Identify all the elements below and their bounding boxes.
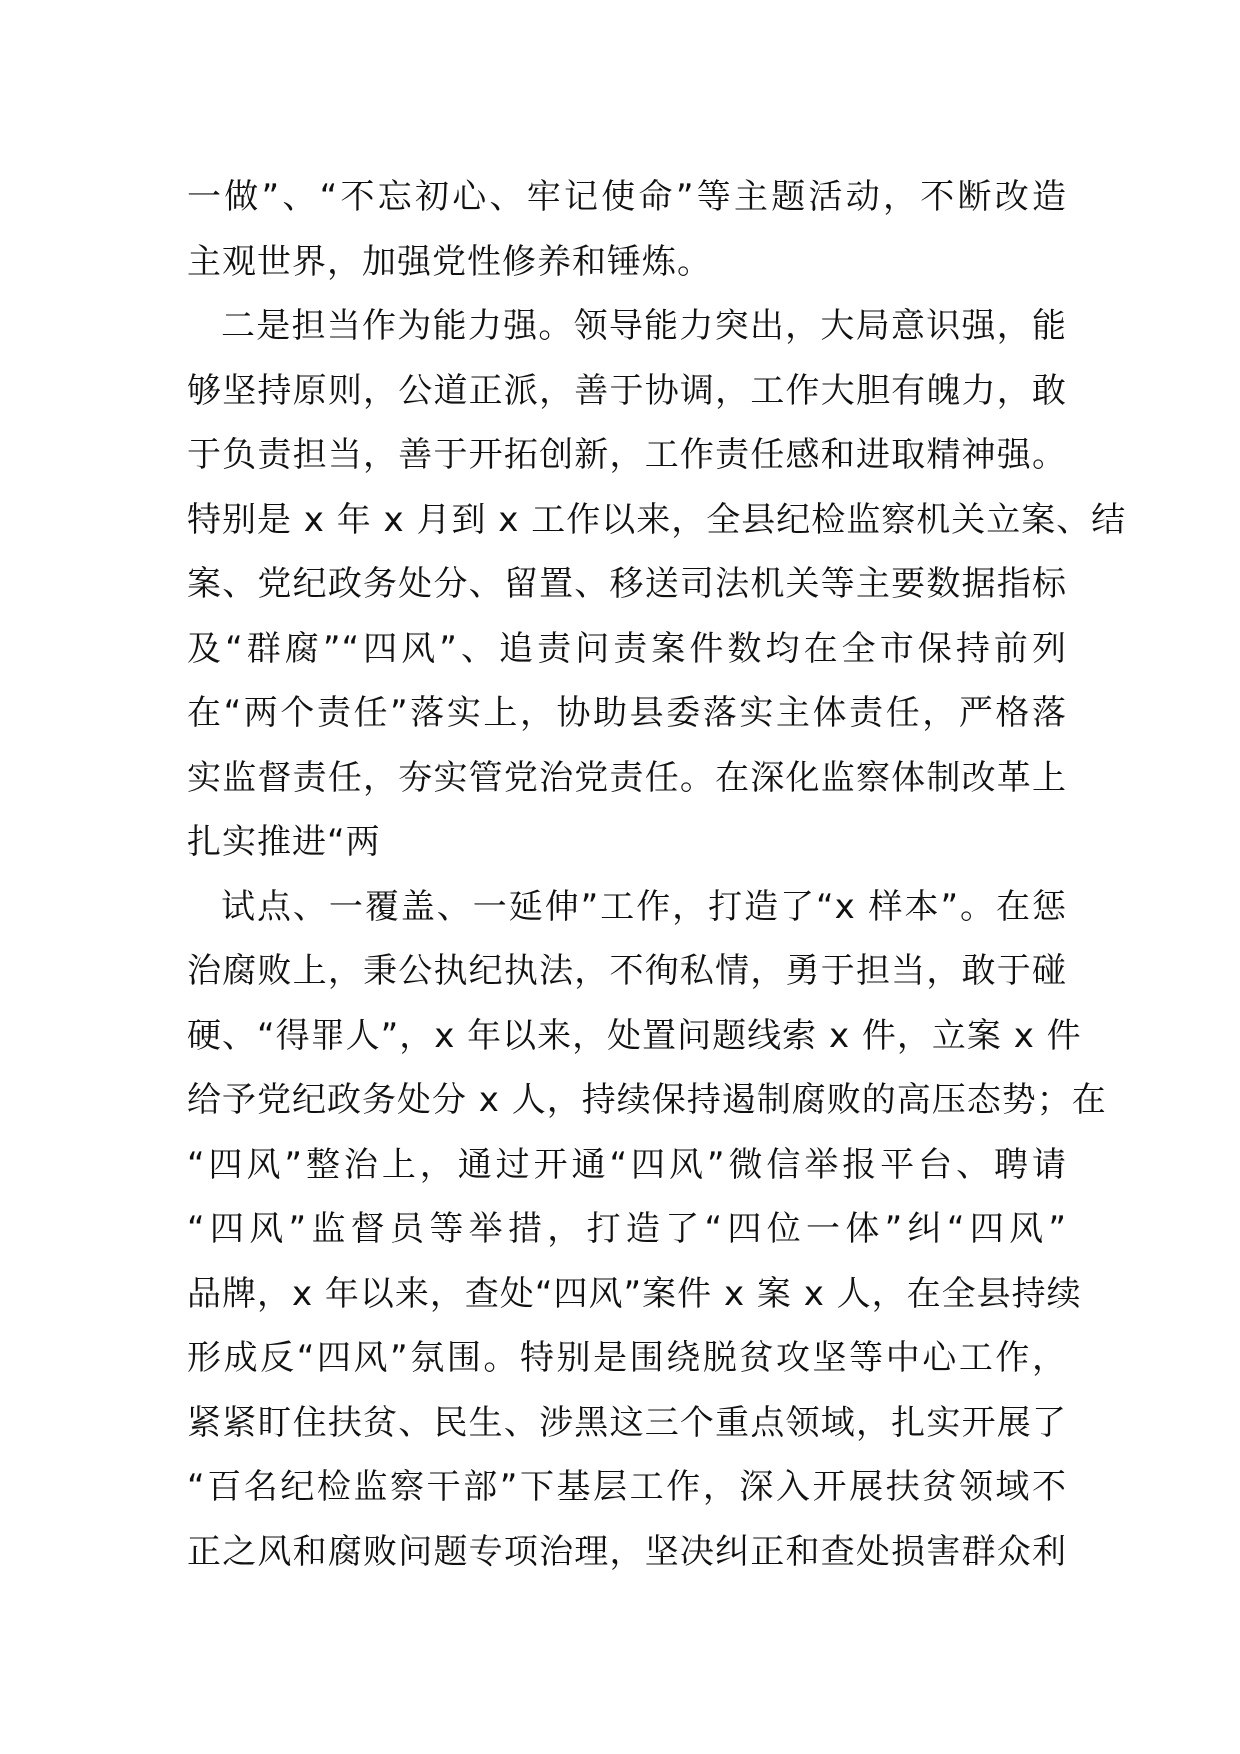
text-line: 实监督责任，夯实管党治党责任。在深化监察体制改革上	[187, 757, 1067, 798]
text-line: 硬、“得罪人”，x 年以来，处置问题线索 x 件，立案 x 件	[187, 1015, 1082, 1056]
text-line: 治腐败上，秉公执纪执法，不徇私情，勇于担当，敢于碰	[187, 951, 1067, 991]
text-line: 给予党纪政务处分 x 人，持续保持遏制腐败的高压态势；在	[187, 1080, 1107, 1120]
text-line: 够坚持原则，公道正派，善于协调，工作大胆有魄力，敢	[187, 370, 1067, 411]
text-line: “四风”整治上，通过开通“四风”微信举报平台、聘请	[187, 1144, 1067, 1185]
text-line: 一做”、“不忘初心、牢记使命”等主题活动，不断改造	[187, 177, 1067, 217]
text-line: 紧紧盯住扶贫、民生、涉黑这三个重点领域，扎实开展了	[187, 1402, 1067, 1443]
body-text	[187, 165, 1127, 1584]
text-line: 案、党纪政务处分、留置、移送司法机关等主要数据指标	[187, 564, 1067, 604]
text-line: 主观世界，加强党性修养和锤炼。	[187, 241, 712, 282]
text-line: 品牌，x 年以来，查处“四风”案件 x 案 x 人，在全县持续	[187, 1273, 1082, 1314]
paragraph-first-line: 试点、一覆盖、一延伸”工作，打造了“x 样本”。在惩	[221, 886, 1067, 927]
text-line: “百名纪检监察干部”下基层工作，深入开展扶贫领域不	[187, 1467, 1067, 1507]
text-line: 及“群腐”“四风”、追责问责案件数均在全市保持前列	[187, 628, 1067, 669]
text-line: 特别是 x 年 x 月到 x 工作以来，全县纪检监察机关立案、结	[187, 499, 1127, 540]
text-line: “四风”监督员等举措，打造了“四位一体”纠“四风”	[187, 1209, 1067, 1249]
text-line: 扎实推进“两	[187, 822, 381, 862]
text-line: 形成反“四风”氛围。特别是围绕脱贫攻坚等中心工作，	[187, 1338, 1067, 1378]
paragraph-first-line: 二是担当作为能力强。领导能力突出，大局意识强，能	[221, 306, 1067, 346]
text-line: 正之风和腐败问题专项治理，坚决纠正和查处损害群众利	[187, 1531, 1067, 1572]
text-line: 在“两个责任”落实上，协助县委落实主体责任，严格落	[187, 693, 1067, 733]
text-line: 于负责担当，善于开拓创新，工作责任感和进取精神强。	[187, 435, 1067, 475]
